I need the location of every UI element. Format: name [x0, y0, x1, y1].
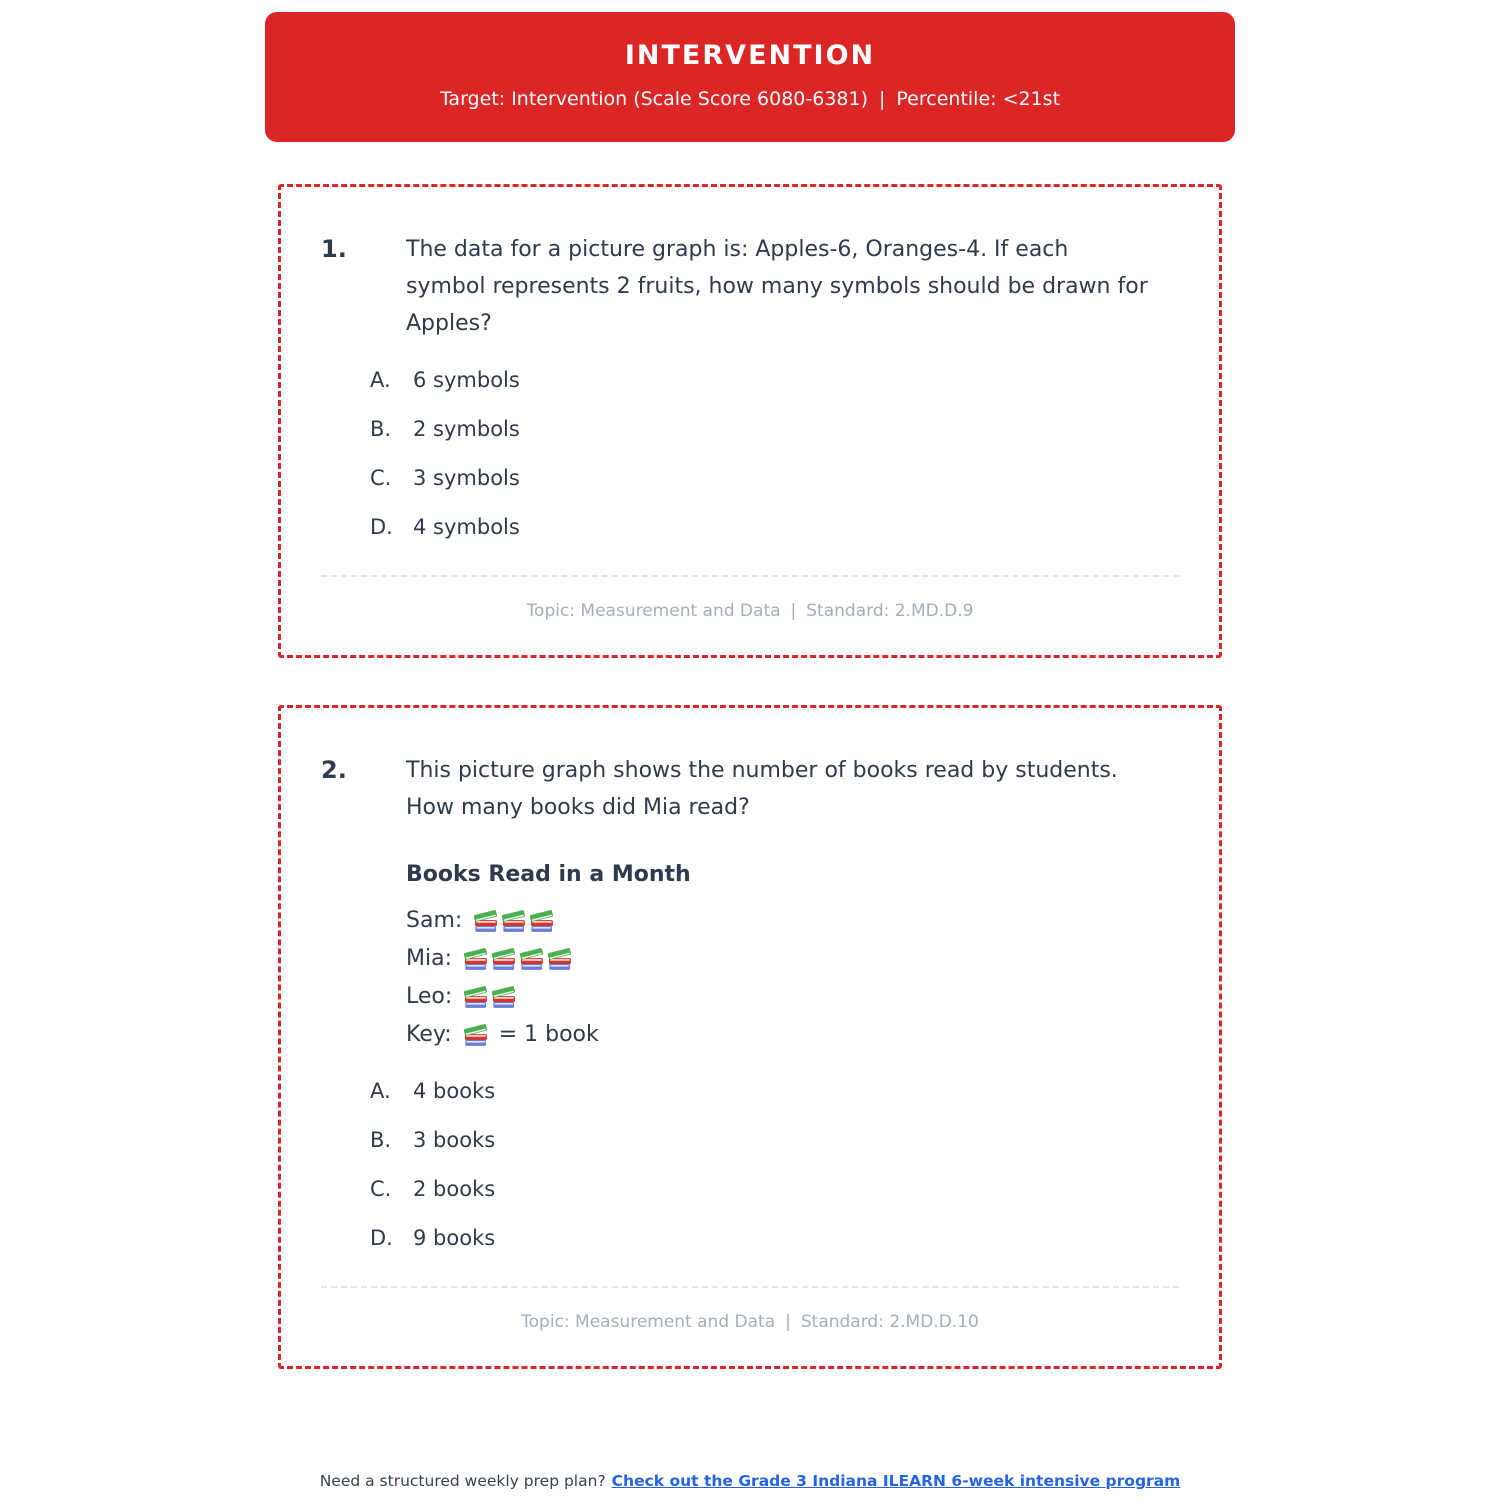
- question-2-option-b: [370, 1128, 1179, 1152]
- page-footer: [0, 1472, 1500, 1490]
- books-icon: [528, 907, 555, 934]
- option-label: B.: [370, 417, 392, 441]
- question-1-option-d: [370, 515, 1179, 539]
- option-label: D.: [370, 515, 393, 539]
- option-text: 2 symbols: [413, 417, 520, 441]
- topic-text: Topic: Measurement and Data: [521, 1312, 776, 1332]
- question-1-option-c: [370, 466, 1179, 490]
- books-icon: [462, 945, 489, 972]
- question-1-options: [370, 368, 1179, 539]
- option-text: 9 books: [413, 1226, 496, 1250]
- card-divider: [321, 1286, 1179, 1288]
- option-text: 3 books: [413, 1128, 496, 1152]
- books-icon: [518, 945, 545, 972]
- books-icon: [462, 1021, 489, 1048]
- question-card-2: [278, 705, 1222, 1369]
- question-2-topic-standard: [321, 1312, 1179, 1332]
- graph-row-label: Mia:: [406, 945, 452, 971]
- books-icon: [472, 907, 499, 934]
- question-card-1: [278, 184, 1222, 658]
- option-text: 3 symbols: [413, 466, 520, 490]
- question-1-text: The data for a picture graph is: Apples-6, Oranges-4. If each symbol represents 2 fruits, how many symbols should be drawn for Apples?: [406, 237, 1148, 336]
- question-2-number: 2.: [321, 756, 347, 784]
- graph-row-mia: [406, 939, 1179, 977]
- question-2-option-d: [370, 1226, 1179, 1250]
- footer-prompt: Need a structured weekly prep plan?: [319, 1472, 606, 1490]
- question-2-option-c: [370, 1177, 1179, 1201]
- question-1-option-b: [370, 417, 1179, 441]
- graph-row-label: Leo:: [406, 983, 453, 1009]
- graph-row-icons: [462, 945, 574, 972]
- question-1-option-a: [370, 368, 1179, 392]
- graph-key-label: Key:: [406, 1021, 452, 1047]
- option-text: 4 books: [413, 1079, 496, 1103]
- picture-graph: [406, 862, 1179, 1053]
- option-text: 2 books: [413, 1177, 496, 1201]
- question-1-topic-standard: [321, 601, 1179, 621]
- meta-separator: |: [785, 1312, 791, 1332]
- option-label: A.: [370, 1079, 391, 1103]
- question-2-text: This picture graph shows the number of books read by students. How many books did Mia read?: [406, 758, 1118, 820]
- books-icon: [500, 907, 527, 934]
- topic-text: Topic: Measurement and Data: [526, 601, 781, 621]
- option-label: B.: [370, 1128, 392, 1152]
- option-label: A.: [370, 368, 391, 392]
- footer-link[interactable]: Check out the Grade 3 Indiana ILEARN 6-week intensive program: [611, 1472, 1181, 1490]
- question-2-options: [370, 1079, 1179, 1250]
- books-icon: [462, 983, 489, 1010]
- banner-separator: |: [879, 88, 886, 110]
- books-icon: [490, 945, 517, 972]
- standard-text: Standard: 2.MD.D.10: [800, 1312, 979, 1332]
- question-2-option-a: [370, 1079, 1179, 1103]
- intervention-banner: [265, 12, 1235, 142]
- books-icon: [490, 983, 517, 1010]
- books-icon: [546, 945, 573, 972]
- banner-percentile-text: Percentile: <21st: [896, 88, 1061, 110]
- option-label: C.: [370, 1177, 392, 1201]
- graph-row-icons: [472, 907, 556, 934]
- graph-row-label: Sam:: [406, 907, 463, 933]
- graph-key-suffix: = 1 book: [498, 1021, 599, 1047]
- card-divider: [321, 575, 1179, 577]
- question-1-number: 1.: [321, 235, 347, 263]
- graph-row-sam: [406, 901, 1179, 939]
- banner-target-text: Target: Intervention (Scale Score 6080-6381): [439, 88, 868, 110]
- option-label: D.: [370, 1226, 393, 1250]
- option-text: 6 symbols: [413, 368, 520, 392]
- graph-key-row: [406, 1015, 1179, 1053]
- option-text: 4 symbols: [413, 515, 520, 539]
- banner-subtitle: [285, 88, 1215, 110]
- graph-row-icons: [462, 983, 518, 1010]
- picture-graph-title: Books Read in a Month: [406, 862, 691, 887]
- option-label: C.: [370, 466, 392, 490]
- graph-key-icon: [462, 1021, 490, 1048]
- meta-separator: |: [790, 601, 797, 621]
- banner-title: INTERVENTION: [624, 40, 876, 71]
- standard-text: Standard: 2.MD.D.9: [806, 601, 974, 621]
- graph-row-leo: [406, 977, 1179, 1015]
